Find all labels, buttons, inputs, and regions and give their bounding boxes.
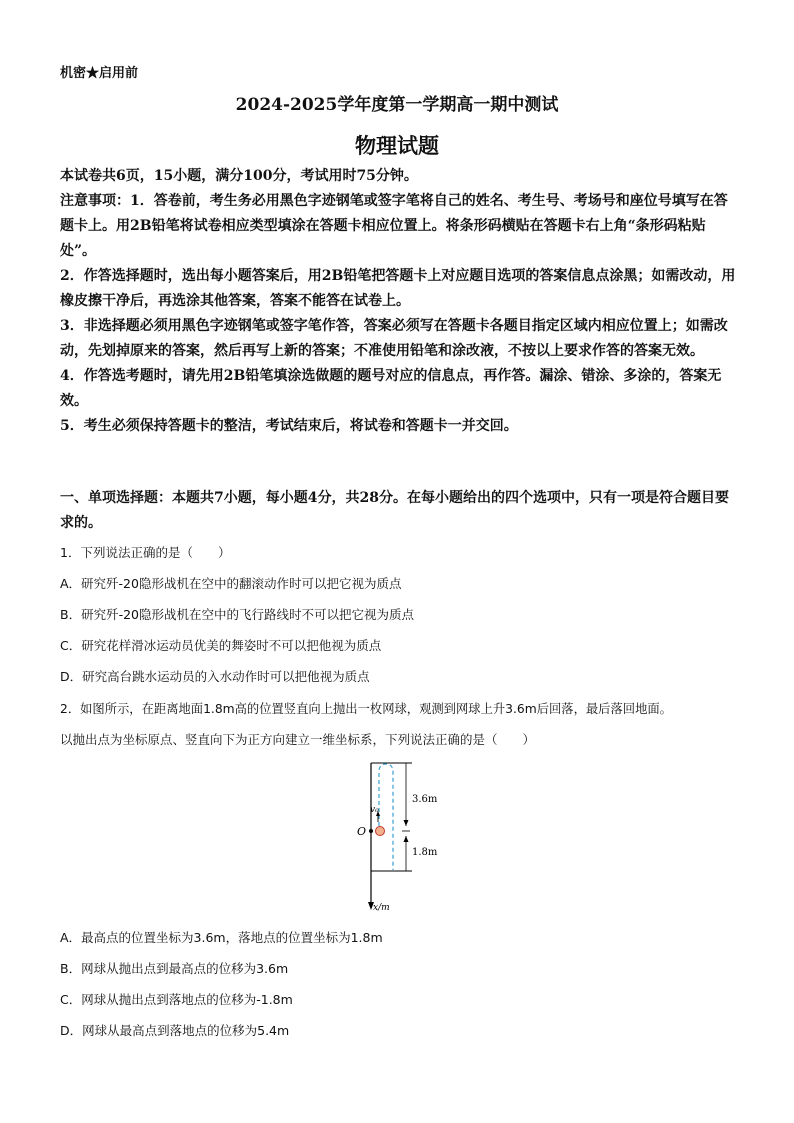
origin-dot <box>369 829 373 833</box>
question-2-option-b: B．网球从抛出点到最高点的位移为3.6m <box>60 961 289 976</box>
question-1-option-c: C．研究花样滑冰运动员优美的舞姿时不可以把他视为质点 <box>60 638 382 653</box>
instruction-line: 5．考生必须保持答题卡的整洁，考试结束后，将试卷和答题卡一并交回。 <box>60 418 518 434</box>
instruction-line: 注意事项：1．答卷前，考生务必用黑色字迹钢笔或签字笔将自己的姓名、考生号、考场号和座位号填写在答题卡上。用2B铅笔将试卷相应类型填涂在答题卡相应位置上。将条形码横贴在答题卡右上角“条形码粘贴处”。 <box>60 193 728 259</box>
tennis-ball <box>376 827 385 836</box>
instruction-line: 本试卷共6页，15小题，满分100分，考试用时75分钟。 <box>60 168 418 184</box>
label-1.8m: 1.8m <box>412 847 438 858</box>
instruction-line: 3．非选择题必须用黑色字迹钢笔或签字笔作答，答案必须写在答题卡各题目指定区域内相应位置上；如需改动，先划掉原来的答案，然后再写上新的答案；不准使用铅笔和涂改液，不按以上要求作答的答案无效。 <box>60 318 728 359</box>
instruction-line: 4．作答选考题时，请先用2B铅笔填涂选做题的题号对应的信息点，再作答。漏涂、错涂、多涂的，答案无效。 <box>60 368 722 409</box>
question-2-stem-line2: 以抛出点为坐标原点、竖直向下为正方向建立一维坐标系，下列说法正确的是（ ） <box>60 732 536 747</box>
question-2-stem-line1: 2．如图所示，在距离地面1.8m高的位置竖直向上抛出一枚网球，观测到网球上升3.6m后回落，最后落回地面。 <box>60 702 672 716</box>
question-1-option-b: B．研究歼-20隐形战机在空中的飞行路线时不可以把它视为质点 <box>60 607 414 622</box>
subject-title: 物理试题 <box>355 133 439 158</box>
question-2-option-d: D．网球从最高点到落地点的位移为5.4m <box>60 1023 290 1038</box>
exam-instructions <box>60 164 740 439</box>
origin-label: O <box>357 825 367 838</box>
ball-trajectory-figure <box>330 758 470 916</box>
confidential-label: 机密★启用前 <box>60 66 139 81</box>
trajectory-path <box>379 764 393 870</box>
axis-label: x/m <box>373 903 390 913</box>
question-1-option-d: D．研究高台跳水运动员的入水动作时可以把他视为质点 <box>60 669 370 684</box>
label-3.6m: 3.6m <box>412 794 438 805</box>
dimension-arrow-top <box>404 820 409 826</box>
section-heading: 一、单项选择题：本题共7小题，每小题4分，共28分。在每小题给出的四个选项中，只有一项是符合题目要求的。 <box>60 490 729 531</box>
question-1-stem: 1．下列说法正确的是（ ） <box>60 545 231 560</box>
velocity-label: v₀ <box>370 805 379 815</box>
exam-title: 2024-2025学年度第一学期高一期中测试 <box>235 95 559 115</box>
question-1-option-a: A．研究歼-20隐形战机在空中的翻滚动作时可以把它视为质点 <box>60 576 402 591</box>
question-2-option-a: A．最高点的位置坐标为3.6m，落地点的位置坐标为1.8m <box>60 930 383 945</box>
instruction-line: 2．作答选择题时，选出每小题答案后，用2B铅笔把答题卡上对应题目选项的答案信息点涂黑；如需改动，用橡皮擦干净后，再选涂其他答案，答案不能答在试卷上。 <box>60 268 736 309</box>
question-2-option-c: C．网球从抛出点到落地点的位移为-1.8m <box>60 992 293 1007</box>
